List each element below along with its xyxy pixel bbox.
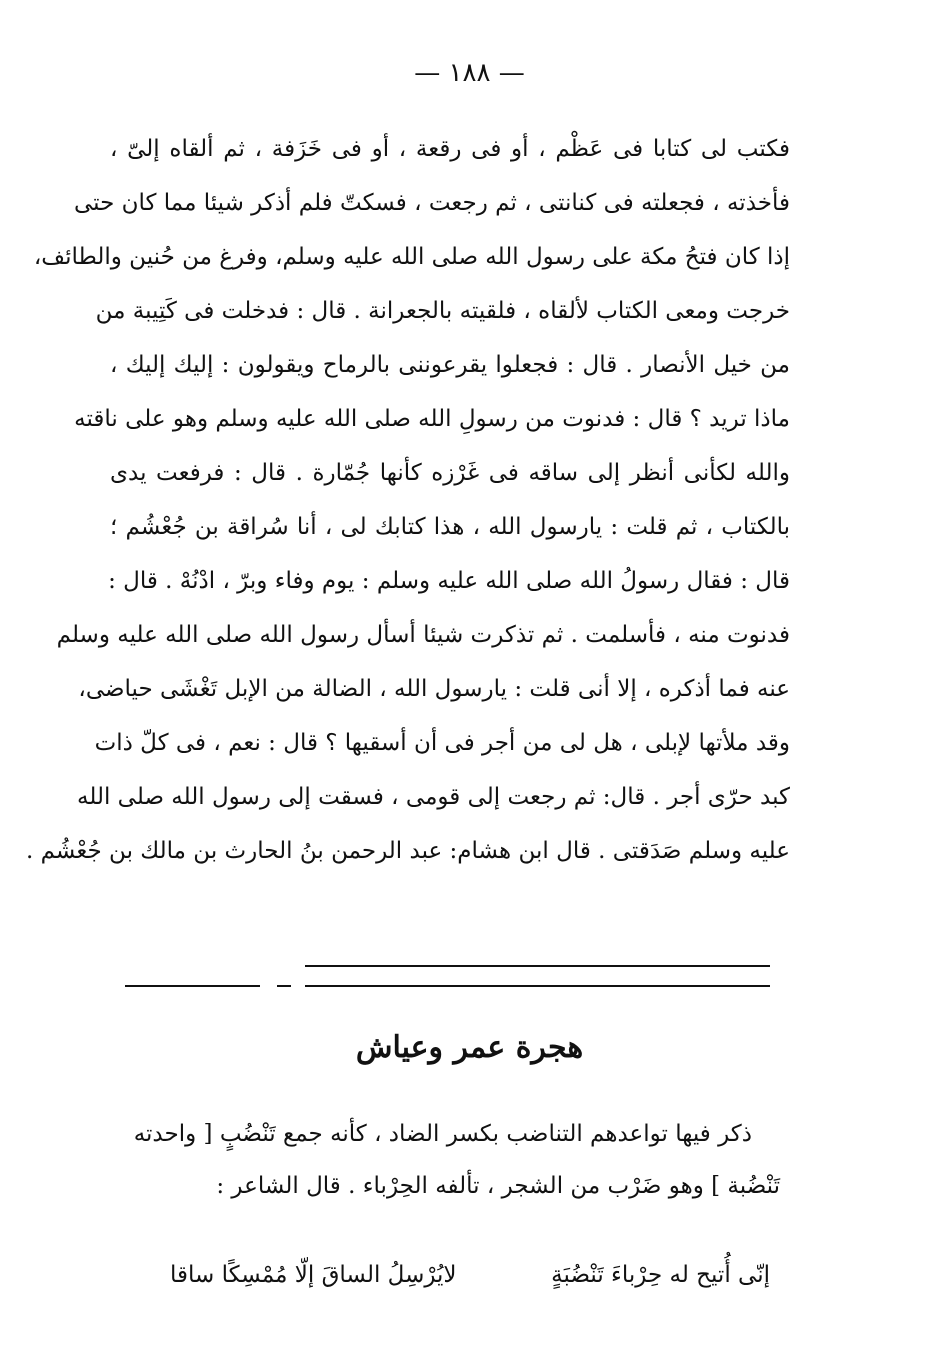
divider-dash <box>277 985 291 987</box>
text-line: من خيل الأنصار . قال : فجعلوا يقرعوننى بالرماح ويقولون : إليك إليك ، <box>110 352 790 378</box>
page-number: — ١٨٨ — <box>414 58 525 88</box>
text-line: إذا كان فتحُ مكة على رسول الله صلى الله عليه وسلم، وفرغ من حُنين والطائف، <box>33 244 790 270</box>
text-line: ذكر فيها تواعدهم التناضب بكسر الضاد ، كأنه جمع تَنْضُبٍ [ واحدته <box>133 1121 752 1147</box>
divider-rule <box>125 985 260 987</box>
text-line: عليه وسلم صَدَقتى . قال ابن هشام: عبد الرحمن بنُ الحارث بن مالك بن جُعْشُم . <box>25 838 790 864</box>
text-line: ماذا تريد ؟ قال : فدنوت من رسولِ الله صلى الله عليه وسلم وهو على ناقته <box>74 406 790 432</box>
text-line: فكتب لى كتابا فى عَظْم ، أو فى رقعة ، أو فى خَزَفة ، ثم ألقاه إلىّ ، <box>110 136 790 162</box>
text-line: قال : فقال رسولُ الله صلى الله عليه وسلم : يوم وفاء وبرّ ، ادْنُهْ . قال : <box>108 568 790 594</box>
section-heading: هجرة عمر وعياش <box>355 1030 584 1065</box>
verse-first-hemistich: إنّى أُتيح له حِرْباءَ تَنْضُبَةٍ <box>551 1262 770 1288</box>
section-text-block <box>135 1108 780 1212</box>
text-line: عنه فما أذكره ، إلا أنى قلت : يارسول الله ، الضالة من الإبل تَغْشَى حياضى، <box>78 676 790 702</box>
divider-rule <box>305 965 770 967</box>
text-line: فأخذته ، فجعلته فى كنانتى ، ثم رجعت ، فسكتّ فلم أذكر شيئا مما كان حتى <box>73 190 790 216</box>
text-line: بالكتاب ، ثم قلت : يارسول الله ، هذا كتابك لى ، أنا سُراقة بن جُعْشُم ؛ <box>110 514 790 540</box>
text-line: فدنوت منه ، فأسلمت . ثم تذكرت شيئا أسأل رسول الله صلى الله عليه وسلم <box>56 622 790 648</box>
text-line: كبد حرّى أجر . قال: ثم رجعت إلى قومى ، فسقت إلى رسول الله صلى الله <box>77 784 790 810</box>
main-text-block <box>25 122 790 878</box>
text-line: والله لكأنى أنظر إلى ساقه فى غَرْزه كأنها جُمّارة . قال : فرفعت يدى <box>110 460 790 486</box>
text-line: خرجت ومعى الكتاب لألقاه ، فلقيته بالجعرانة . قال : فدخلت فى كَتِيبة من <box>95 298 790 324</box>
verse-second-hemistich: لايُرْسِلُ الساقَ إلّا مُمْسِكًا ساقا <box>170 1262 457 1288</box>
text-line: تَنْضُبة ] وهو ضَرْب من الشجر ، تألفه الحِرْباء . قال الشاعر : <box>216 1173 780 1199</box>
text-line: وقد ملأتها لإبلى ، هل لى من أجر فى أن أسقيها ؟ قال : نعم ، فى كلّ ذات <box>94 730 790 756</box>
divider-rule <box>305 985 770 987</box>
section-divider <box>125 965 770 989</box>
poetry-verse <box>170 1245 770 1305</box>
